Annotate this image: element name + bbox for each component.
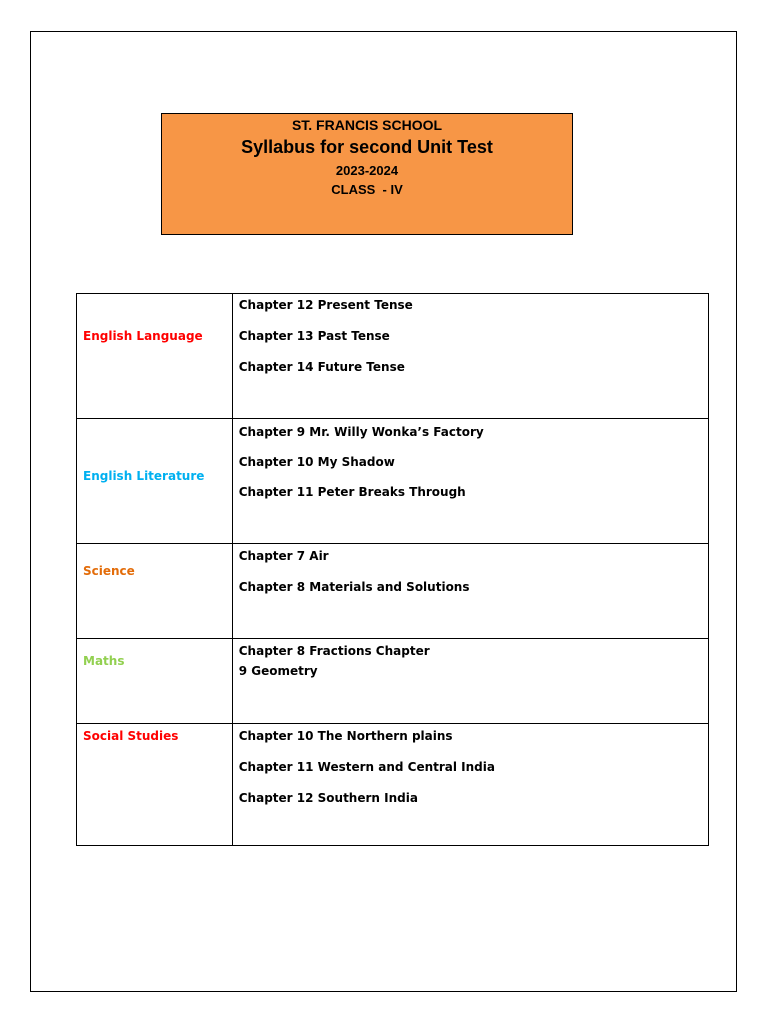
- chapter-item: Chapter 7 Air: [238, 549, 329, 563]
- subject-cell: [77, 639, 233, 724]
- subject-cell: [77, 294, 233, 419]
- subject-cell: [77, 724, 233, 846]
- chapter-item: Chapter 12 Present Tense: [238, 298, 413, 312]
- chapter-item: Chapter 9 Mr. Willy Wonka’s Factory: [238, 425, 484, 439]
- table-row: [77, 724, 709, 846]
- chapters-cell: [232, 639, 708, 724]
- chapter-item: Chapter 14 Future Tense: [238, 360, 405, 374]
- syllabus-table: [76, 293, 709, 846]
- subject-social-studies: Social Studies: [83, 729, 179, 743]
- class-label: CLASS - IV: [331, 182, 403, 197]
- chapter-item: Chapter 10 The Northern plains: [238, 729, 453, 743]
- chapter-item: Chapter 8 Materials and Solutions: [238, 580, 470, 594]
- subject-english-literature: English Literature: [83, 469, 205, 483]
- school-name: ST. FRANCIS SCHOOL: [291, 117, 443, 133]
- chapters-cell: [232, 544, 708, 639]
- chapter-item: Chapter 11 Western and Central India: [238, 760, 495, 774]
- table-row: [77, 544, 709, 639]
- subject-english-language: English Language: [83, 329, 203, 343]
- subject-science: Science: [83, 564, 135, 578]
- table-row: [77, 294, 709, 419]
- chapters-cell: [232, 419, 708, 544]
- subject-cell: [77, 419, 233, 544]
- subject-cell: [77, 544, 233, 639]
- chapter-item: Chapter 11 Peter Breaks Through: [238, 485, 466, 499]
- table-row: [77, 419, 709, 544]
- chapters-cell: [232, 294, 708, 419]
- subject-maths: Maths: [83, 654, 125, 668]
- chapter-item: Chapter 12 Southern India: [238, 791, 418, 805]
- chapter-item: Chapter 10 My Shadow: [238, 455, 395, 469]
- chapter-item: Chapter 13 Past Tense: [238, 329, 390, 343]
- academic-year: 2023-2024: [335, 163, 399, 178]
- title-block: [161, 113, 573, 235]
- table-row: [77, 639, 709, 724]
- document-title: Syllabus for second Unit Test: [241, 137, 493, 157]
- chapters-cell: [232, 724, 708, 846]
- chapter-item: Chapter 8 Fractions Chapter 9 Geometry: [238, 644, 430, 678]
